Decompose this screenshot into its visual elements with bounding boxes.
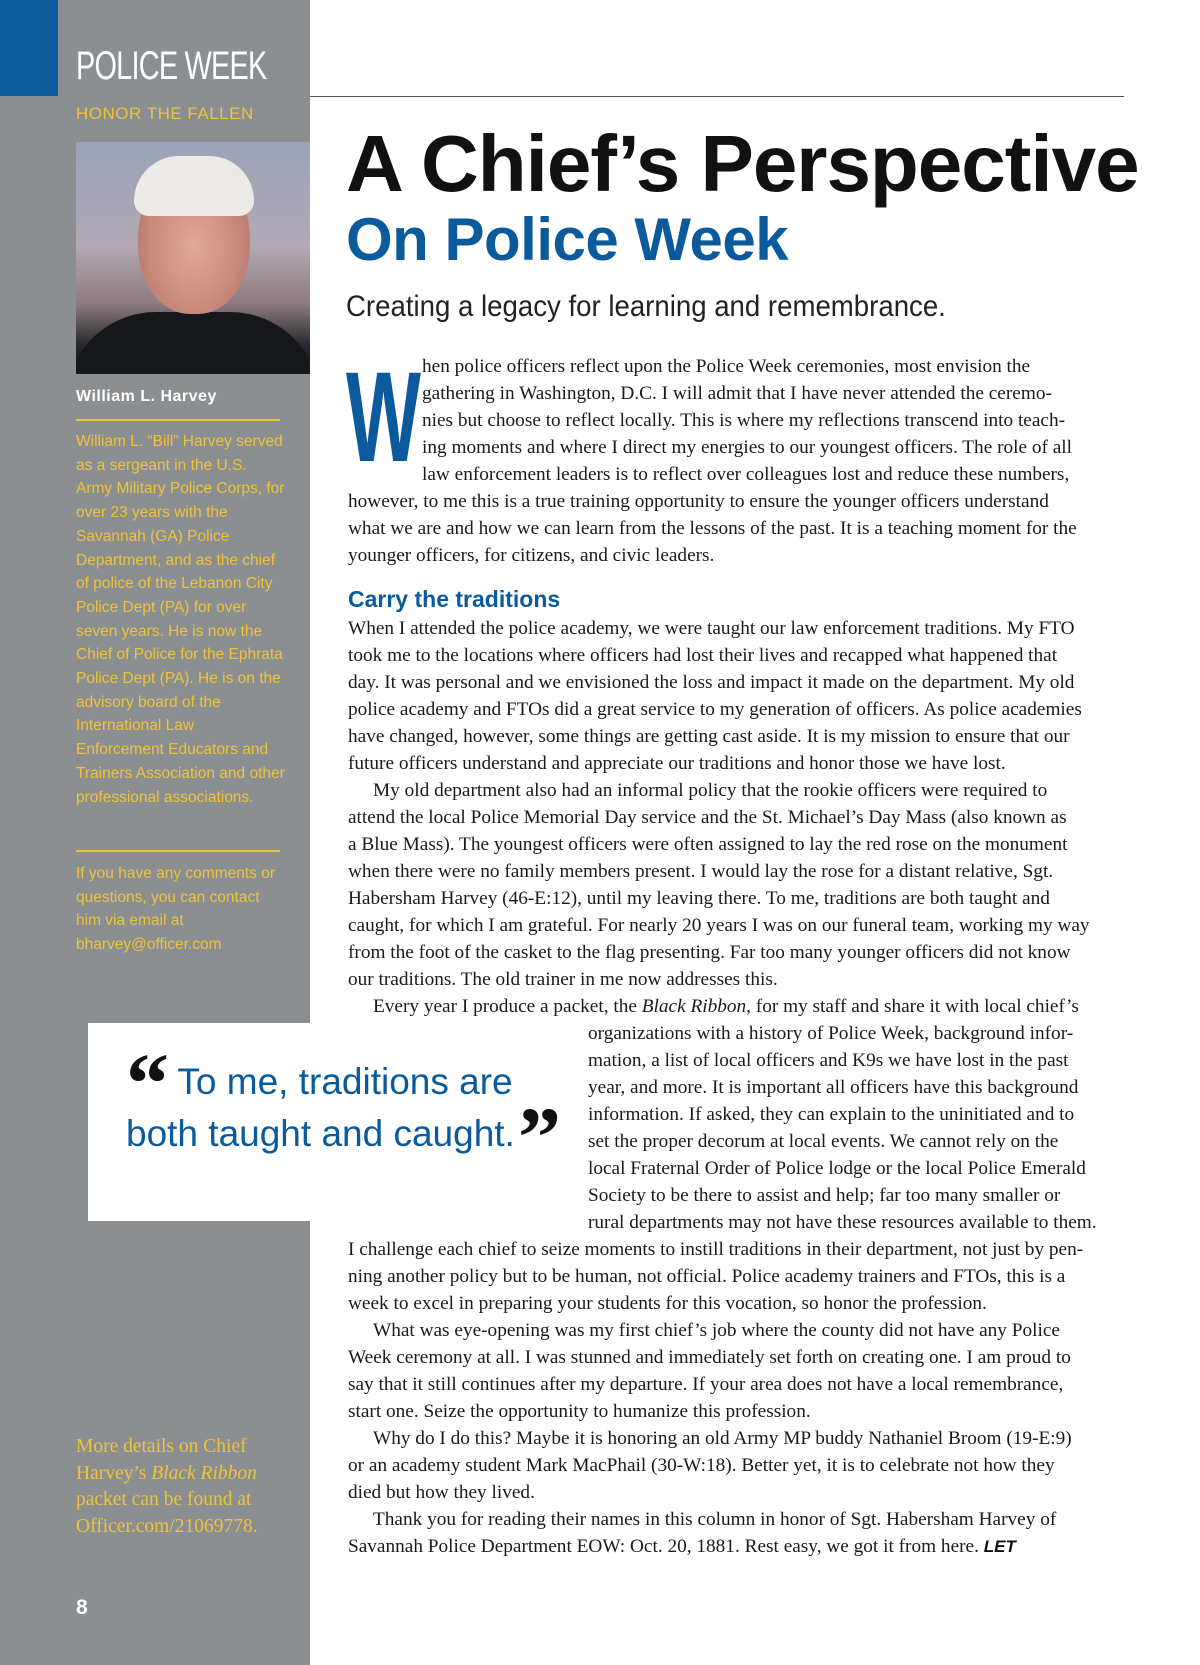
section-heading: Carry the traditions [348,586,561,612]
body-line: have changed, however, some things are getting cast aside. It is my mission to ensure that our [348,726,1070,747]
more-details-note: More details on Chief Harvey’s Black Ribbon packet can be found at Officer.com/21069778. [76,1436,258,1538]
sidebar-divider [76,850,280,852]
section-subtitle: HONOR THE FALLEN [76,104,254,123]
author-photo [76,142,310,374]
author-bio: William L. “Bill” Harvey served as a sergeant in the U.S. Army Military Police Corps, for over 23 years with the Savannah (GA) Police Department, and as the chief of police of the Lebanon City Police Dept (PA) for over seven years. He is now the Chief of Police for the Ephrata Police Dept (PA). He is on the advisory board of the International Law Enforcement Educators and Trainers Association and other professional associations. [76,433,285,806]
body-line: organizations with a history of Police Week, background infor- [588,1023,1074,1044]
body-line: Society to be there to assist and help; far too many smaller or [588,1185,1061,1206]
body-line: say that it still continues after my departure. If your area does not have a local remembrance, [348,1374,1064,1395]
body-line: Savannah Police Department EOW: Oct. 20, 1881. Rest easy, we got it from here. LET [348,1536,1016,1557]
body-line: Week ceremony at all. I was stunned and immediately set forth on creating one. I am proud to [348,1347,1071,1368]
drop-cap: W [346,346,421,489]
page-number: 8 [76,1596,88,1619]
body-line: week to excel in preparing your students for this vocation, so honor the profession. [348,1293,987,1314]
body-line: police academy and FTOs did a great service to my generation of officers. As police academies [348,699,1082,720]
body-line: My old department also had an informal policy that the rookie officers were required to [373,780,1048,801]
body-line: local Fraternal Order of Police lodge or the local Police Emerald [588,1158,1086,1179]
author-contact: If you have any comments or questions, you can contact him via email at bharvey@officer.com [76,865,276,954]
body-line: or an academy student Mark MacPhail (30-W:18). Better yet, it is to celebrate not how they [348,1455,1055,1476]
body-line: however, to me this is a true training opportunity to ensure the younger officers understand [348,491,1049,512]
body-line: mation, a list of local officers and K9s we have lost in the past [588,1050,1069,1071]
body-line: gathering in Washington, D.C. I will admit that I have never attended the ceremo- [422,383,1052,404]
body-line: Every year I produce a packet, the Black Ribbon, for my staff and share it with local chief’s [373,996,1079,1017]
article-headline: A Chief’s Perspective [346,119,1139,208]
body-line: died but how they lived. [348,1482,535,1503]
section-color-tab [0,0,58,96]
article-deck: Creating a legacy for learning and remembrance. [346,290,946,323]
body-line: attend the local Police Memorial Day service and the St. Michael’s Day Mass (also known as [348,807,1067,828]
body-line: law enforcement leaders is to reflect over colleagues lost and reduce these numbers, [422,464,1070,485]
body-line: what we are and how we can learn from the lessons of the past. It is a teaching moment for the [348,518,1077,539]
body-line: our traditions. The old trainer in me now addresses this. [348,969,778,990]
body-line: future officers understand and appreciate our traditions and honor those we have lost. [348,753,1006,774]
body-line: rural departments may not have these resources available to them. [588,1212,1097,1233]
let-logo: LET [983,1537,1016,1556]
author-name: William L. Harvey [76,388,217,405]
body-line: Habersham Harvey (46-E:12), until my leaving there. To me, traditions are both taught and [348,888,1050,909]
body-line: a Blue Mass). The youngest officers were often assigned to lay the red rose on the monument [348,834,1068,855]
body-line: day. It was personal and we envisioned the loss and impact it made on the department. My old [348,672,1075,693]
body-line: Why do I do this? Maybe it is honoring an old Army MP buddy Nathaniel Broom (19-E:9) [373,1428,1072,1449]
body-line: when there were no family members present. I would lay the rose for a distant relative, Sgt. [348,861,1054,882]
body-line: year, and more. It is important all officers have this background [588,1077,1079,1098]
sidebar-divider [76,419,280,421]
body-line: caught, for which I am grateful. For nearly 20 years I was on our funeral team, working my way [348,915,1090,936]
header-rule [310,96,1124,97]
section-label: POLICE WEEK [76,44,267,88]
article-subhead: On Police Week [346,206,789,273]
body-line: When I attended the police academy, we were taught our law enforcement traditions. My FTO [348,618,1075,639]
body-line: nies but choose to reflect locally. This is where my reflections transcend into teach- [422,410,1066,431]
body-line: information. If asked, they can explain to the uninitiated and to [588,1104,1075,1125]
body-line: took me to the locations where officers had lost their lives and recapped what happened that [348,645,1058,666]
body-line: ing moments and where I direct my energies to our youngest officers. The role of all [422,437,1073,458]
body-line: set the proper decorum at local events. We cannot rely on the [588,1131,1059,1152]
body-line: start one. Seize the opportunity to humanize this profession. [348,1401,811,1422]
body-line: What was eye-opening was my first chief’s job where the county did not have any Police [373,1320,1060,1341]
open-quote-icon: “ [126,1035,169,1131]
body-line: ning another policy but to be human, not official. Police academy trainers and FTOs, this is a [348,1266,1066,1287]
sidebar [0,0,310,1665]
body-line: Thank you for reading their names in this column in honor of Sgt. Habersham Harvey of [373,1509,1057,1530]
body-line: hen police officers reflect upon the Police Week ceremonies, most envision the [422,356,1031,377]
body-line: from the foot of the casket to the flag presenting. Far too many younger officers did not know [348,942,1071,963]
close-quote-icon: ” [518,1089,561,1185]
body-line: younger officers, for citizens, and civic leaders. [348,545,715,566]
body-line: I challenge each chief to seize moments to instill traditions in their department, not just by pen- [348,1239,1084,1260]
pullquote-text: To me, traditions are both taught and caught. [126,1061,515,1154]
